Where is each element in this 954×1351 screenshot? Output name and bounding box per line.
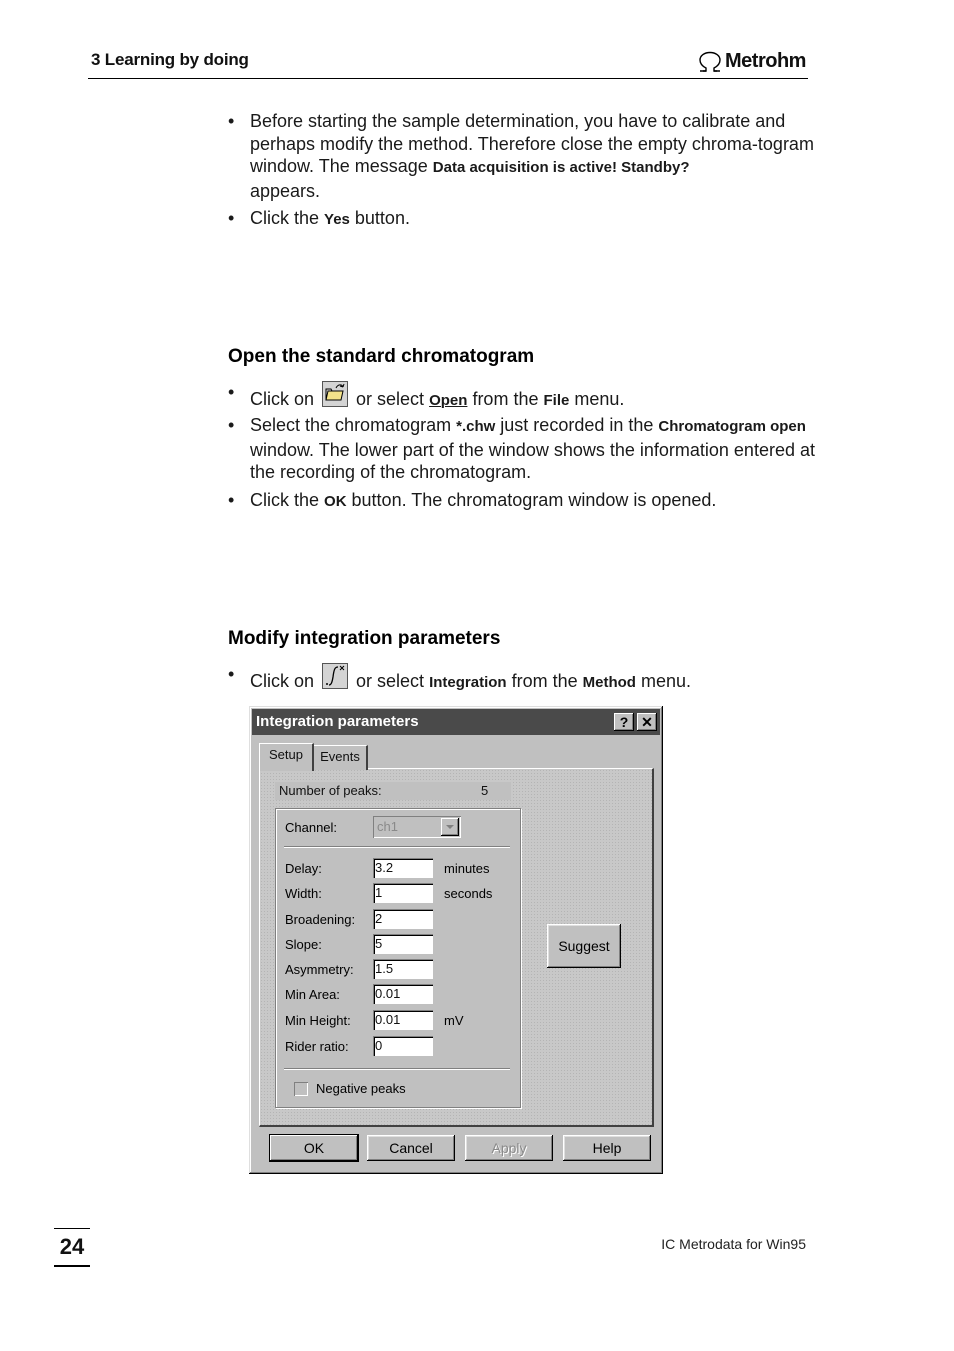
param-unit: mV [444, 1013, 464, 1028]
text: from the [472, 389, 539, 409]
tab-events[interactable]: Events [313, 745, 368, 770]
menu-command: Open [429, 392, 468, 409]
cancel-button[interactable]: Cancel [367, 1135, 455, 1161]
text: Before starting the sample determination, you have to calibrate and perhaps modify the method. Therefore close the empty chroma-togram window. The message [250, 111, 814, 176]
param-input[interactable]: 1 [373, 883, 433, 903]
text: or select [356, 671, 425, 691]
close-icon[interactable]: ✕ [637, 713, 657, 731]
param-label: Width: [285, 886, 322, 901]
open-folder-icon [322, 381, 348, 407]
text: just recorded in the [495, 415, 659, 435]
open-bullet-1 [228, 381, 818, 413]
ok-button-ref: OK [324, 493, 347, 510]
text: button. The chromatogram window is opened. [346, 490, 717, 510]
param-label: Min Height: [285, 1013, 351, 1028]
channel-label: Channel: [285, 820, 338, 835]
text: button. [349, 208, 410, 228]
help-title-button[interactable]: ? [614, 713, 634, 731]
open-bullet-2 [228, 414, 818, 484]
message-text: Data acquisition is active! Standby? [432, 159, 690, 176]
text: appears. [250, 180, 321, 201]
chevron-down-icon[interactable] [441, 818, 459, 836]
negative-peaks-label: Negative peaks [316, 1081, 406, 1096]
menu-name: File [543, 392, 570, 409]
brand-logo [697, 50, 806, 73]
param-input[interactable]: 2 [373, 909, 433, 929]
footer-product: IC Metrodata for Win95 [661, 1236, 806, 1252]
header-rule [88, 78, 808, 79]
text: Click on [250, 389, 315, 409]
param-unit: seconds [444, 886, 493, 901]
dialog-titlebar [252, 709, 660, 735]
bullet-dot: • [228, 664, 235, 684]
text: menu. [574, 389, 625, 409]
text: Click the [250, 490, 325, 510]
text: Click the [250, 208, 325, 228]
apply-button[interactable]: Apply [465, 1135, 553, 1161]
param-label: Rider ratio: [285, 1039, 349, 1054]
text: window. The lower part of the window shows the information entered at the recording of the chromatogram. [250, 439, 815, 482]
text: menu. [640, 671, 692, 691]
suggest-button[interactable]: Suggest [547, 924, 621, 968]
file-pattern: *.chw [456, 418, 496, 435]
bullet-dot: • [228, 415, 235, 435]
param-input[interactable]: 5 [373, 934, 433, 954]
param-label: Slope: [285, 937, 322, 952]
open-bullet-3 [228, 489, 818, 514]
negative-peaks-checkbox[interactable] [294, 1082, 308, 1096]
bullet-dot: • [228, 111, 235, 131]
number-of-peaks-row [275, 782, 511, 800]
menu-command: Integration [429, 674, 507, 691]
bullet-dot: • [228, 490, 235, 510]
channel-value: ch1 [377, 819, 398, 834]
integration-icon [322, 663, 348, 689]
section-title-modify: Modify integration parameters [228, 628, 501, 649]
peaks-label: Number of peaks: [279, 783, 382, 798]
modify-bullet-1 [228, 663, 818, 695]
param-input[interactable]: 3.2 [373, 858, 433, 878]
parameters-group [275, 808, 521, 1108]
param-input[interactable]: 0.01 [373, 1010, 433, 1030]
bullet-dot: • [228, 382, 235, 402]
window-name: Chromatogram open [658, 418, 806, 435]
bullet-dot: • [228, 208, 235, 228]
param-label: Min Area: [285, 987, 340, 1002]
text: Click on [250, 671, 315, 691]
ok-button[interactable]: OK [270, 1135, 358, 1161]
intro-bullet-2 [228, 207, 818, 232]
brand-name: Metrohm [725, 50, 806, 72]
chapter-heading: 3 Learning by doing [91, 50, 249, 69]
param-label: Broadening: [285, 912, 356, 927]
text: from the [511, 671, 578, 691]
help-button[interactable]: Help [563, 1135, 651, 1161]
param-input[interactable]: 0.01 [373, 984, 433, 1004]
channel-select[interactable] [373, 816, 461, 838]
text: Select the chromatogram [250, 415, 457, 435]
param-unit: minutes [444, 861, 490, 876]
intro-bullet-1 [228, 110, 818, 202]
param-input[interactable]: 1.5 [373, 959, 433, 979]
separator [284, 846, 510, 848]
param-label: Asymmetry: [285, 962, 354, 977]
dialog-title: Integration parameters [256, 713, 419, 730]
menu-name: Method [582, 674, 636, 691]
section-title-open: Open the standard chromatogram [228, 346, 535, 367]
yes-button-ref: Yes [324, 211, 350, 228]
tab-setup[interactable]: Setup [259, 743, 314, 771]
page-number: 24 [54, 1228, 90, 1267]
separator [284, 1068, 510, 1070]
peaks-value: 5 [481, 783, 489, 798]
text: or select [356, 389, 425, 409]
param-input[interactable]: 0 [373, 1036, 433, 1056]
param-label: Delay: [285, 861, 322, 876]
omega-icon [697, 51, 723, 73]
